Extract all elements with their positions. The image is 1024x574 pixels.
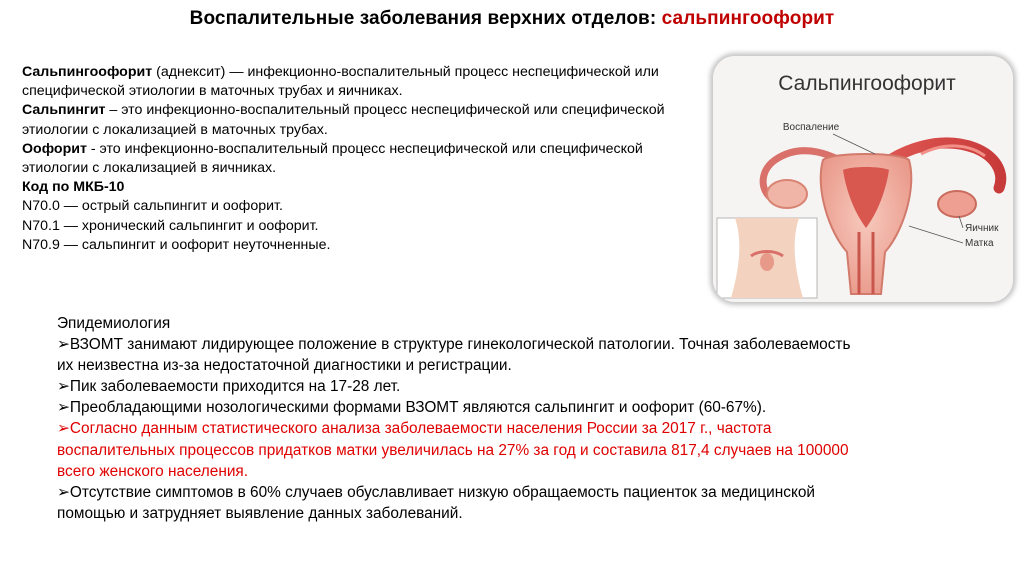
term-salpingoophoritis: Сальпингоофорит <box>22 64 153 80</box>
definition-oophoritis: Оофорит - это инфекционно-воспалительный процесс неспецифической или специфической этиологии с локализацией в яичниках. <box>22 140 643 177</box>
term-salpingitis: Сальпингит <box>22 102 106 119</box>
definitions-block <box>22 63 682 255</box>
epidemiology-item: ➢Отсутствие симптомов в 60% случаев обуславливает низкую обращаемость пациенток за медицинской помощью и затрудняет выявление данных заболеваний. <box>57 483 816 522</box>
illustration-title: Сальпингоофорит <box>778 72 956 95</box>
epidemiology-heading: Эпидемиология <box>57 315 171 332</box>
label-uterus: Матка <box>965 238 994 249</box>
term-oophoritis: Оофорит <box>22 140 87 157</box>
uterus-diagram <box>713 56 1013 302</box>
epidemiology-item: ➢Преобладающими нозологическими формами ВЗОМТ являются сальпингит и оофорит (60-67%). <box>57 399 767 417</box>
slide-title <box>0 8 1024 30</box>
epidemiology-item: ➢ВЗОМТ занимают лидирующее положение в структуре гинекологической патологии. Точная заболеваемость их неизвестна из-за недостаточной диагностики и регистрации. <box>57 336 851 375</box>
slide-title-prefix: Воспалительные заболевания верхних отделов: <box>189 8 657 29</box>
left-ovary <box>767 180 807 208</box>
anatomy-illustration <box>713 56 1013 302</box>
slide-title-accent: сальпингоофорит <box>661 8 835 29</box>
right-ovary <box>938 191 976 217</box>
torso-inset-uterus <box>760 253 774 271</box>
definition-salpingoophoritis: Сальпингоофорит (аднексит) — инфекционно-воспалительный процесс неспецифической или специфической этиологии в маточных трубах и яичниках. <box>22 64 659 100</box>
icd-code: N70.1 — хронический сальпингит и оофорит. <box>22 217 319 234</box>
icd-code: N70.0 — острый сальпингит и оофорит. <box>22 198 283 215</box>
definition-salpingitis: Сальпингит – это инфекционно-воспалительный процесс неспецифической или специфической этиологии с локализацией в маточных трубах. <box>22 102 665 138</box>
label-inflammation: Воспаление <box>782 122 840 133</box>
epidemiology-item-highlight: ➢Согласно данным статистического анализа заболеваемости населения России за 2017 г., частота воспалительных процессов придатков матки увеличилась на 27% за год и составила 817,4 случаев на 100000 всего женского населения. <box>57 420 849 480</box>
icd-code: N70.9 — сальпингит и оофорит неуточненные. <box>22 236 331 253</box>
icd-heading: Код по МКБ-10 <box>22 179 125 196</box>
label-ovary: Яичник <box>965 223 999 234</box>
epidemiology-item: ➢Пик заболеваемости приходится на 17-28 лет. <box>57 378 401 396</box>
epidemiology-block <box>57 313 857 524</box>
